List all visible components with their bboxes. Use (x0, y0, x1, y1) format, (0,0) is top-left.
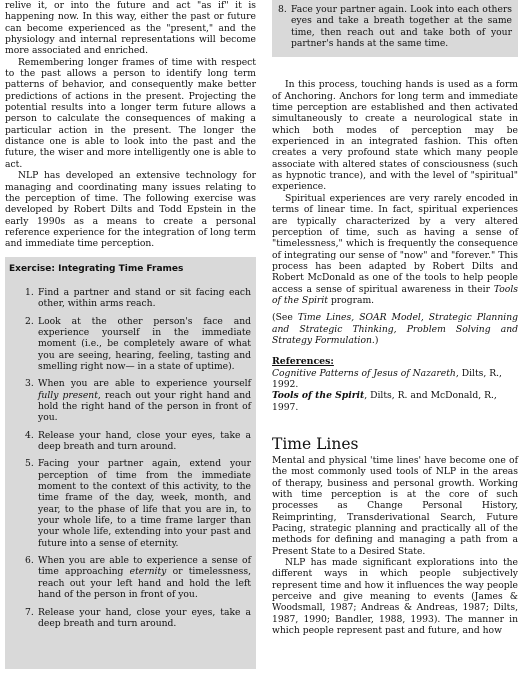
step-number: 7. (25, 606, 34, 618)
step-number: 5. (25, 458, 34, 470)
reference-title: Cognitive Patterns of Jesus of Nazareth (272, 367, 456, 379)
paragraph-nlp-technology: NLP has developed an extensive technology for managing and coordinating many issues relating to the perception of time. The following exercise was developed by Robert Dilts and Todd Epstein in the early 1990s as a means to create a personal reference experience for the integration of long term and immediate time perception. (5, 170, 256, 250)
step-item (25, 316, 251, 373)
intro-paragraph: relive it, or into the future and act "as if" it is happening now. In this way, either the past or future can become experienced as the "present," and the physiology and internal representations will become more associated and enriched. (5, 0, 256, 57)
step-text (38, 555, 251, 600)
references-heading: References: (272, 356, 334, 368)
step-text: Release your hand, close your eyes, take a deep breath and turn around. (38, 429, 251, 453)
exercise-steps-continued (278, 4, 512, 49)
program-title: Tools of the Spirit (272, 283, 518, 306)
exercise-title: Exercise: Integrating Time Frames (9, 263, 184, 274)
step-item (25, 378, 251, 423)
step-text-part: or timelessness, reach out your left hand and hold the left hand of the person in front of you. (38, 566, 251, 601)
see-also-links: Time Lines, SOAR Model, Strategic Planning and Strategic Thinking, Problem Solving and Strategy Formulation. (272, 312, 518, 346)
section-heading: Time Lines (272, 435, 359, 453)
exercise-box-continued (272, 0, 518, 57)
step-item (25, 430, 251, 453)
step-item (25, 555, 251, 600)
reference-item (272, 368, 518, 391)
step-text: Face your partner again. Look into each others eyes and take a breath together at the same time, then reach out and take both of your partner's hands at the same time. (291, 4, 512, 50)
paragraph-text: Spiritual experiences are very rarely encoded in terms of linear time. In fact, spiritual experiences are typically characterized by a very altered perception of time, such as having a sense of "timelessness," which is frequently the consequence of integrating our sense of "now" and "forever." This process has been adapted by Robert Dilts and Robert McDonald as one of the tools to help people access a sense of spiritual awareness in their (272, 192, 518, 295)
step-number: 1. (25, 286, 34, 298)
paragraph-time-lines: Mental and physical 'time lines' have become one of the most commonly used tools of NLP in the areas of therapy, business and personal growth. Working with time perception is at the core of such processes as Change Personal History, Reimprinting, Transderivational Search, Future Pacing, strategic planning and practically all of the methods for defining and managing a path from a Present State to a Desired State. (272, 455, 518, 557)
reference-title: Tools of the Spirit (272, 390, 365, 402)
see-also-prefix: (See (272, 312, 298, 324)
exercise-box (5, 257, 256, 669)
step-number: 6. (25, 555, 34, 567)
step-item (25, 458, 251, 549)
see-also-suffix: ) (374, 334, 379, 346)
reference-details: , Dilts, R. and McDonald, R., 1997. (272, 390, 497, 413)
step-item (25, 287, 251, 310)
step-number: 3. (25, 378, 34, 390)
step-number: 2. (25, 315, 34, 327)
paragraph-time-frames: Remembering longer frames of time with respect to the past allows a person to identify long term patterns of behavior, and consequently make better predictions of actions in the present. Projecting the potential results into a longer term future allows a person to calculate the consequences of making a particular action in the present. The longer the distance one is able to look into the past and the future, the wiser and more intelligently one is able to act. (5, 56, 256, 170)
paragraph-nlp-explorations: NLP has made significant explorations into the different ways in which people subjectively represent time and how it influences the way people perceive and give meaning to events (James & Woodsmall, 1987; Andreas & Andreas, 1987; Dilts, 1987, 1990; Bandler, 1988, 1993). The manner in which people represent past and future, and how (272, 557, 518, 637)
step-text-part: When you are able to experience yourself (38, 378, 251, 390)
step-text: Release your hand, close your eyes, take a deep breath and turn around. (38, 606, 251, 629)
exercise-steps (9, 287, 251, 629)
paragraph-text: program. (327, 294, 375, 306)
step-text: Find a partner and stand or sit facing each other, within arms reach. (38, 286, 251, 310)
paragraph-spiritual (272, 193, 518, 306)
paragraph-anchoring: In this process, touching hands is used as a form of Anchoring. Anchors for long term and immediate time perception are established and then activated simultaneously to create a neurological state in which both modes of perception may be experienced in an integrated fashion. This often creates a very profound state which many people associate with altered states of consciousness (such as hypnotic trance), and with the level of "spiritual" experience. (272, 79, 518, 193)
step-item (278, 4, 512, 49)
step-text: Facing your partner again, extend your perception of time from the immediate moment to the context of this activity, to the time frame of the day, week, month, and year, to the phase of life that you are in, to your whole life, to a time frame larger than your whole life, extending into your past and future into a sense of eternity. (38, 458, 251, 549)
step-item (25, 607, 251, 630)
step-text: Look at the other person's face and experience yourself in the immediate moment (i.e., be completely aware of what you are seeing, hearing, feeling, tasting and smelling right now— in a state of uptime). (38, 315, 251, 372)
step-text (38, 378, 251, 423)
left-column (5, 0, 256, 669)
step-text-part: When you are able to experience a sense of time approaching (38, 555, 251, 578)
right-column (272, 0, 518, 637)
step-emphasis: fully present (38, 389, 98, 401)
step-number: 8. (278, 4, 287, 15)
see-also (272, 312, 518, 346)
reference-item (272, 390, 518, 413)
step-number: 4. (25, 429, 34, 441)
step-emphasis: eternity (129, 566, 167, 578)
step-text-part: , reach out your right hand and hold the right hand of the person in front of you. (38, 389, 251, 424)
reference-details: , Dilts, R., 1992. (272, 367, 502, 390)
